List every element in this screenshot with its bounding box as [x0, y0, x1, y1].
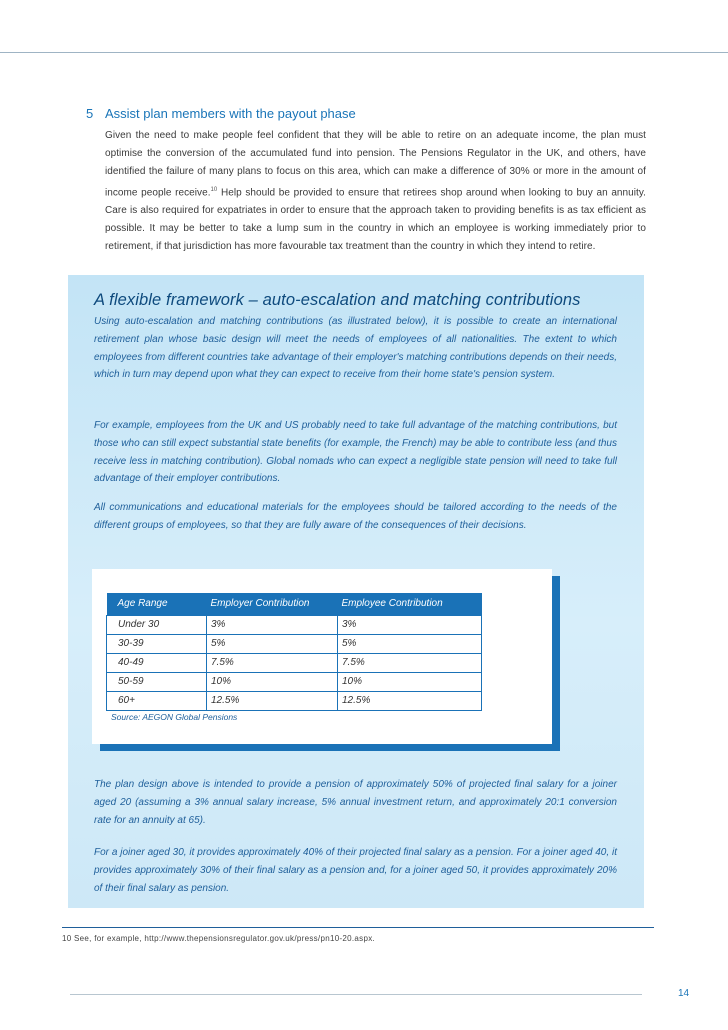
cell-employee: 5%: [338, 634, 482, 653]
panel-paragraph-3: All communications and educational materials for the employees should be tailored according to the needs of the different groups of employees, so that they are fully aware of the consequences of their decisions.: [94, 502, 617, 531]
cell-age-range: 50-59: [107, 672, 207, 691]
section-title: Assist plan members with the payout phase: [105, 106, 356, 121]
contribution-table-card: [92, 569, 552, 744]
table-row: [107, 615, 482, 634]
panel-paragraph-2: For example, employees from the UK and US probably need to take full advantage of the matching contributions, but those who can still expect substantial state benefits (for example, the French) may be able to contribute less (and thus receive less in matching contribution). Global nomads who can expect a negligible state pension will need to take full advantage of their employer contributions.: [94, 420, 617, 485]
header-employee-contribution: Employee Contribution: [338, 593, 482, 615]
cell-age-range: 30-39: [107, 634, 207, 653]
cell-employee: 10%: [338, 672, 482, 691]
section-body: [105, 127, 646, 256]
section-body-part2: Help should be provided to ensure that retirees shop around when looking to buy an annuity. Care is also required for expatriates in order to ensure that the approach taken to providing benefits is as tax efficient as possible. It may be better to take a lump sum in the country in which an employee is working immediately prior to retirement, if that jurisdiction has more favourable tax treatment than the country in which they intend to retire.: [105, 187, 646, 253]
cell-employer: 5%: [207, 634, 338, 653]
cell-employee: 7.5%: [338, 653, 482, 672]
top-divider: [0, 52, 728, 53]
bottom-divider: [70, 994, 642, 995]
cell-employer: 12.5%: [207, 691, 338, 710]
section-body-part1: Given the need to make people feel confident that they will be able to retire on an adequate income, the plan must optimise the conversion of the accumulated fund into pension. The Pensions Regulator in the UK, and others, have identified the failure of many plans to focus on this area, which can make a difference of 30% or more in the amount of income people receive.: [105, 130, 646, 199]
cell-employer: 10%: [207, 672, 338, 691]
table-row: [107, 691, 482, 710]
table-row: [107, 672, 482, 691]
panel-paragraph-5: For a joiner aged 30, it provides approximately 40% of their projected final salary as a pension. For a joiner aged 40, it provides approximately 30% of their final salary as a pension and, for a joiner aged 50, it provides approximately 20% of their final salary as pension.: [94, 847, 617, 894]
panel-title: A flexible framework – auto-escalation and matching contributions: [94, 291, 581, 309]
panel-paragraph-4: The plan design above is intended to provide a pension of approximately 50% of projected final salary for a joiner aged 20 (assuming a 3% annual salary increase, 5% annual investment return, and approximately 20:1 conversion rate for an annuity at 65).: [94, 779, 617, 826]
cell-employee: 3%: [338, 615, 482, 634]
table-row: [107, 653, 482, 672]
table-row: [107, 634, 482, 653]
cell-employer: 7.5%: [207, 653, 338, 672]
panel-paragraph-1: Using auto-escalation and matching contributions (as illustrated below), it is possible to create an international retirement plan whose basic design will meet the needs of employees of all nationalities. The extent to which employees from different countries take advantage of their employer's matching contributions depends on their needs, which in turn may depend upon what they can expect to receive from their home state's pension system.: [94, 316, 617, 381]
framework-panel: [68, 275, 644, 908]
cell-age-range: 40-49: [107, 653, 207, 672]
contribution-table: [106, 593, 482, 711]
section-number: 5: [86, 106, 94, 121]
header-employer-contribution: Employer Contribution: [207, 593, 338, 615]
cell-age-range: Under 30: [107, 615, 207, 634]
footnote-divider: [62, 927, 654, 928]
footnote: 10 See, for example, http://www.thepensionsregulator.gov.uk/press/pn10-20.aspx.: [62, 934, 376, 943]
cell-employee: 12.5%: [338, 691, 482, 710]
table-source: Source: AEGON Global Pensions: [111, 712, 238, 722]
header-age-range: Age Range: [107, 593, 207, 615]
table-header-row: [107, 593, 482, 615]
cell-age-range: 60+: [107, 691, 207, 710]
footnote-reference[interactable]: 10: [210, 187, 218, 193]
page-number: 14: [678, 988, 690, 999]
cell-employer: 3%: [207, 615, 338, 634]
